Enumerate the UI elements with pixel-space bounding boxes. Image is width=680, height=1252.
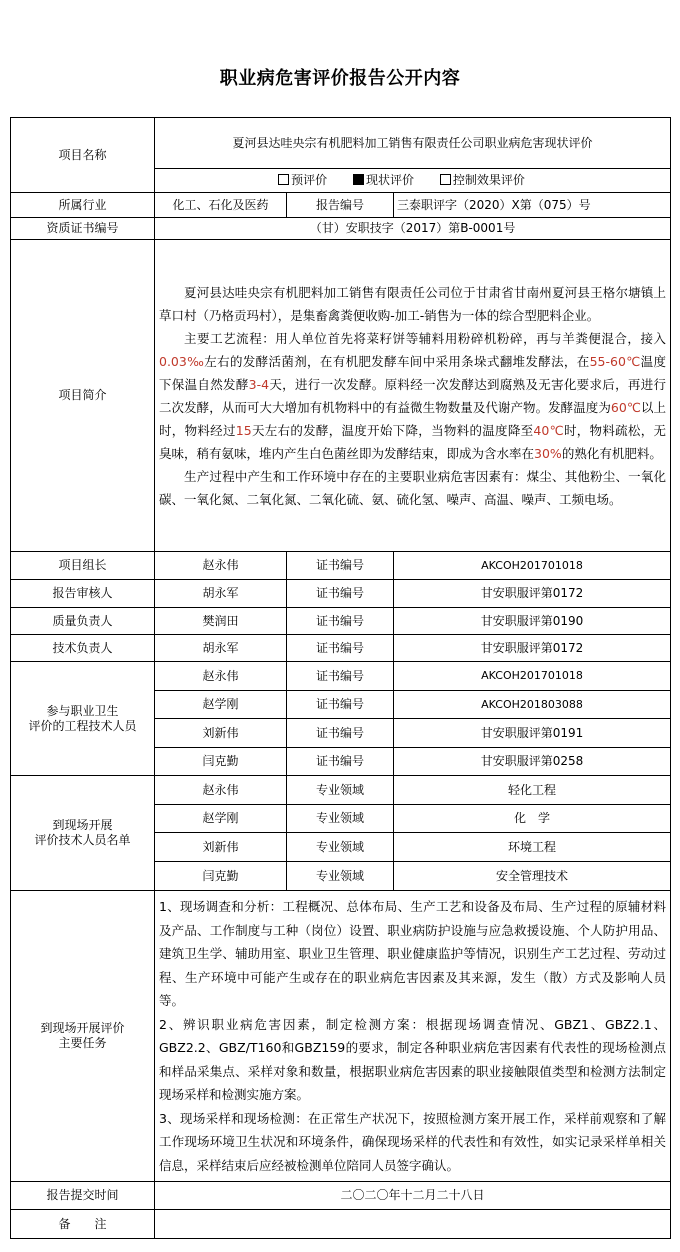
option-control-evaluation: 控制效果评价 [440,173,525,187]
industry-label: 所属行业 [11,193,155,218]
onsite-field: 环境工程 [394,833,671,862]
intro-paragraph-3: 生产过程中产生和工作环境中存在的主要职业病危害因素有：煤尘、其他粉尘、一氧化碳、一氧化氮、二氧化氮、二氧化硫、氨、硫化氢、噪声、高温、噪声、工频电场。 [159,468,667,507]
tasks-label-line2: 主要任务 [58,1036,107,1050]
onsite-label-line2: 评价技术人员名单 [34,833,131,847]
reviewer-label: 报告审核人 [11,580,155,608]
leader-label: 项目组长 [11,552,155,580]
engineer-cert: AKCOH201803088 [394,691,671,719]
tasks-label-line1: 到现场开展评价 [40,1021,125,1035]
engineer-name: 闫克勤 [155,748,287,776]
onsite-name: 闫克勤 [155,862,287,891]
submit-value: 二〇二〇年十二月二十八日 [155,1182,671,1210]
report-table [10,117,671,1239]
onsite-label [11,776,155,891]
project-name-label: 项目名称 [11,118,155,193]
cert-label: 证书编号 [287,662,394,691]
checkbox-filled-icon [353,174,364,185]
onsite-field: 化 学 [394,805,671,833]
engineer-cert: 甘安职服评第0191 [394,719,671,748]
engineer-row [11,662,671,691]
qualification-label: 资质证书编号 [11,218,155,240]
intro-row [11,240,671,552]
onsite-row [11,776,671,805]
engineers-label-line2: 评价的工程技术人员 [28,718,137,733]
onsite-name: 赵永伟 [155,776,287,805]
leader-cert: AKCOH201701018 [394,552,671,580]
option-pre-evaluation: 预评价 [278,173,327,187]
submit-row [11,1182,671,1210]
engineers-label-line1: 参与职业卫生 [46,703,119,718]
engineer-cert: AKCOH201701018 [394,662,671,691]
option-status-evaluation: 现状评价 [353,173,414,187]
qualification-row [11,218,671,240]
remarks-row [11,1210,671,1239]
quality-row [11,608,671,635]
reviewer-row [11,580,671,608]
field-label: 专业领域 [287,833,394,862]
cert-label: 证书编号 [287,608,394,635]
cert-label: 证书编号 [287,580,394,608]
evaluation-type-options [155,169,671,193]
engineer-name: 赵永伟 [155,662,287,691]
onsite-field: 轻化工程 [394,776,671,805]
field-label: 专业领域 [287,862,394,891]
intro-paragraph-2: 主要工艺流程：用人单位首先将菜籽饼等辅料用粉碎机粉碎，再与羊粪便混合，接入0.03‰左右的发酵活菌剂，在有机肥发酵车间中采用条垛式翻堆发酵法，在55-60℃温度下保温自然发酵3-4天，进行一次发酵。原料经一次发酵达到腐熟及无害化要求后，再进行二次发酵，从而可大大增加有机物料中的有益微生物数量及代谢产物。发酵温度为60℃以上时，物料经过15天左右的发酵，温度开始下降，当物料的温度降至40℃时，物料疏松，无臭味，稍有氨味，堆内产生白色菌丝即为发酵结束，即成为含水率在30%的熟化有机肥料。 [159,330,667,461]
report-no-value: 三泰职评字（2020）X第（075）号 [394,193,671,218]
task-3: 3、现场采样和现场检测：在正常生产状况下，按照检测方案开展工作，采样前观察和了解工作现场环境卫生状况和环境条件，确保现场采样的代表性和有效性，如实记录采样单相关信息，采样结束后应经被检测单位陪同人员签字确认。 [159,1110,667,1173]
project-name-row [11,118,671,169]
cert-label: 证书编号 [287,748,394,776]
page-title: 职业病危害评价报告公开内容 [219,68,461,89]
quality-name: 樊润田 [155,608,287,635]
remarks-label: 备 注 [11,1210,155,1239]
report-no-label: 报告编号 [287,193,394,218]
engineer-name: 刘新伟 [155,719,287,748]
technical-name: 胡永军 [155,635,287,662]
project-name-value: 夏河县达哇央宗有机肥料加工销售有限责任公司职业病危害现状评价 [155,118,671,169]
submit-label: 报告提交时间 [11,1182,155,1210]
technical-row [11,635,671,662]
reviewer-cert: 甘安职服评第0172 [394,580,671,608]
onsite-label-line1: 到现场开展 [52,818,113,832]
qualification-value: （甘）安职技字（2017）第B-0001号 [155,218,671,240]
technical-cert: 甘安职服评第0172 [394,635,671,662]
cert-label: 证书编号 [287,691,394,719]
intro-content [155,240,671,552]
engineer-name: 赵学刚 [155,691,287,719]
task-1: 1、现场调查和分析：工程概况、总体布局、生产工艺和设备及布局、生产过程的原辅材料及产品、工作制度与工种（岗位）设置、职业病防护设施与应急救援设施、个人防护用品、建筑卫生学、辅助用室、职业卫生管理、职业健康监护等情况，识别生产工艺过程、劳动过程、生产环境中可能产生或存在的职业病危害因素及其来源，发生（散）方式及影响人员等。 [159,899,667,1008]
field-label: 专业领域 [287,805,394,833]
tasks-label [11,891,155,1182]
industry-row [11,193,671,218]
remarks-value [155,1210,671,1239]
intro-paragraph-1: 夏河县达哇央宗有机肥料加工销售有限责任公司位于甘肃省甘南州夏河县王格尔塘镇上草口村（乃格贡玛村），是集畜禽粪便收购-加工-销售为一体的综合型肥料企业。 [159,284,667,323]
reviewer-name: 胡永军 [155,580,287,608]
industry-value: 化工、石化及医药 [155,193,287,218]
engineer-cert: 甘安职服评第0258 [394,748,671,776]
cert-label: 证书编号 [287,635,394,662]
onsite-name: 赵学刚 [155,805,287,833]
tasks-row [11,891,671,1182]
onsite-name: 刘新伟 [155,833,287,862]
quality-label: 质量负责人 [11,608,155,635]
leader-row [11,552,671,580]
task-2: 2、辨识职业病危害因素，制定检测方案：根据现场调查情况、GBZ1、GBZ2.1、GBZ2.2、GBZ/T160和GBZ159的要求，制定各种职业病危害因素有代表性的现场检测点和样品采集点、采样对象和数量，根据职业病危害因素的职业接触限值类型和检测方法制定现场采样和检测实施方案。 [159,1016,667,1102]
intro-label: 项目简介 [11,240,155,552]
quality-cert: 甘安职服评第0190 [394,608,671,635]
leader-name: 赵永伟 [155,552,287,580]
cert-label: 证书编号 [287,719,394,748]
engineers-label [11,662,155,776]
checkbox-empty-icon [440,174,451,185]
checkbox-empty-icon [278,174,289,185]
field-label: 专业领域 [287,776,394,805]
cert-label: 证书编号 [287,552,394,580]
tasks-content [155,891,671,1182]
onsite-field: 安全管理技术 [394,862,671,891]
technical-label: 技术负责人 [11,635,155,662]
